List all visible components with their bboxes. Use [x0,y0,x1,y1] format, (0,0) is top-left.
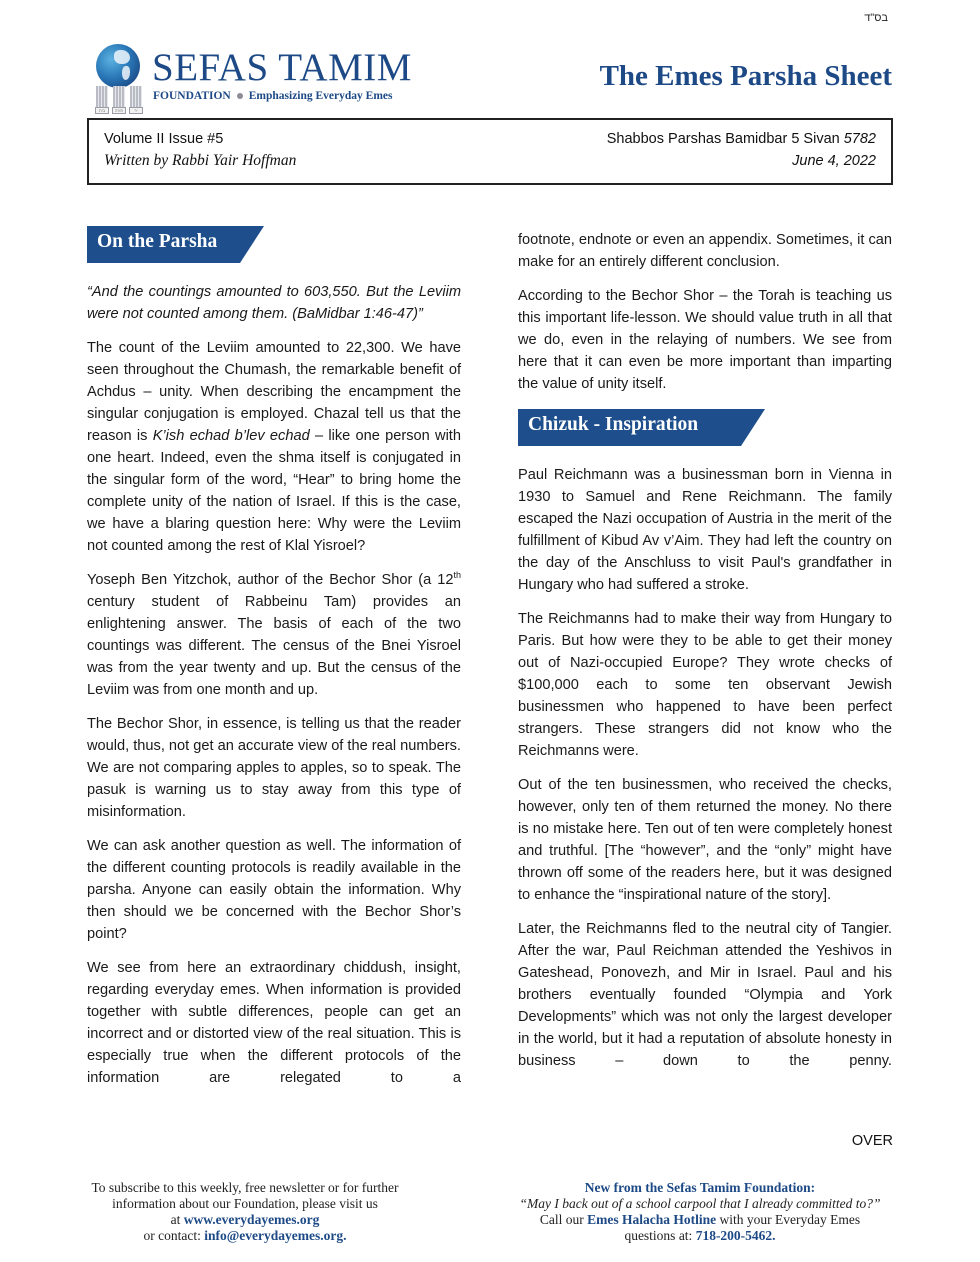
right-column [518,229,892,1084]
paragraph: The count of the Leviim amounted to 22,300. We have seen throughout the Chumash, the remarkable benefit of Achdus – unity. When describing the encampment the singular conjugation is employed. Chazal tell us that the reason is K’ish echad b’lev echad – like one person with one heart. Indeed, even the shma itself is conjugated in the singular form of the word, “Hear” to bring home the complete unity of the nation of Israel. If this is the case, we have a blaring question here: Why were the Leviim not counted among the rest of Klal Yisroel? [87,340,461,554]
over-label: OVER [851,1133,893,1149]
hotline-name: Emes Halacha Hotline [587,1212,717,1227]
volume-issue: Volume II Issue #5 [104,131,224,147]
paragraph: Later, the Reichmanns fled to the neutral city of Tangier. After the war, Paul Reichman attended the Yeshivos in Gateshead, Ponovezh, and Mir in Israel. Paul and his brothers eventually founded “Olympia and York Developments” which was not only the largest developer in the world, but it had a reputation of absolute honesty in business – down to the penny. [518,921,892,1069]
author-line: Written by Rabbi Yair Hoffman [104,152,297,169]
sefas-tamim-logo [92,40,432,114]
sheet-title: The Emes Parsha Sheet [599,60,892,92]
paragraph: Paul Reichmann was a businessman born in Vienna in 1930 to Samuel and Rene Reichmann. The family escaped the Nazi occupation of Austria in the merit of the fulfillment of Kibud Av v’Aim. They had left the country on the day of the Anschluss to visit Paul's grandfather in Hungary who had suffered a stroke. [518,467,892,593]
email-link[interactable]: info@everydayemes.org. [204,1228,347,1243]
bsd-mark: בס"ד [864,12,888,24]
globe-icon [96,44,140,88]
phone-link[interactable]: 718-200-5462. [695,1228,776,1243]
paragraph: The Reichmanns had to make their way from Hungary to Paris. But how were they to be able to get their money out of Nazi-occupied Europe? They wrote checks of $100,000 each to some ten observant Jewish businessmen who happened to have been perfect strangers. These strangers did not know who the Reichmanns were. [518,611,892,759]
pasuk-quote: “And the countings amounted to 603,550. But the Leviim were not counted among them. (BaMidbar 1:46-47)” [87,284,461,322]
section-banner-on-the-parsha [87,226,461,263]
parsha-line: Shabbos Parshas Bamidbar 5 Sivan 5782 [606,131,876,147]
paragraph: According to the Bechor Shor – the Torah is teaching us this important life-lesson. We should value truth in all that we do, even in the relaying of numbers. We see from here that it can even be more important than imparting the value of unity itself. [518,288,892,392]
paragraph: Yoseph Ben Yitzchok, author of the Bechor Shor (a 12th century student of Rabbeinu Tam) provides an enlightening answer. The basis of each of the two countings was different. The census of the Bnei Yisroel was from the year twenty and up. But the census of the Leviim was from one month and up. [87,570,461,698]
hotline-footer: New from the Sefas Tamim Foundation: “May I back out of a school carpool that I already committed to?” Call our Emes Halacha Hotline with your Everyday Emes questions at: 718-200-5462. [500,1180,900,1244]
logo-title: SEFAS TAMIM [152,46,412,89]
website-link[interactable]: www.everydayemes.org [183,1212,320,1227]
paragraph-continued: footnote, endnote or even an appendix. Sometimes, it can make for an entirely different conclusion. [518,232,893,270]
logo-subtitle: FOUNDATION Emphasizing Everyday Emes [153,90,393,102]
section-heading: On the Parsha [97,231,218,252]
paragraph: The Bechor Shor, in essence, is telling us that the reader would, thus, not get an accurate view of the real numbers. We are not comparing apples to apples, so to speak. The pasuk is warning us to stay away from this type of misinformation. [87,716,461,820]
issue-info-box [87,118,893,185]
date-line: June 4, 2022 [792,153,876,169]
pillars-icon: בית תורה יר [94,84,144,114]
paragraph: We can ask another question as well. The information of the different counting protocols is readily available in the parsha. Anyone can easily obtain the information. Why then should we be concerned with the Bechor Shor’s point? [87,838,461,942]
hotline-heading: New from the Sefas Tamim Foundation: [584,1180,816,1195]
section-heading: Chizuk - Inspiration [528,414,699,435]
featured-question: “May I back out of a school carpool that I already committed to?” [519,1196,881,1211]
bullet-dot-icon [237,93,243,99]
left-column [87,226,461,1101]
section-banner-chizuk [518,409,892,446]
paragraph: We see from here an extraordinary chiddush, insight, regarding everyday emes. When information is provided together with subtle differences, people can get an incorrect and or distorted view of the real situation. This is especially true when the different protocols of the information are relegated to a [87,960,461,1086]
subscribe-footer: To subscribe to this weekly, free newsletter or for further information about our Foundation, please visit us at www.everydayemes.org or contact: info@everydayemes.org. [91,1180,399,1243]
paragraph: Out of the ten businessmen, who received the checks, however, only ten of them returned the money. No there is no mistake here. Ten out of ten were completely honest and truthful. [The “however”, and the “only” might have thrown off some of the readers here, but it was designed to enhance the “inspirational nature of the story]. [518,777,892,903]
